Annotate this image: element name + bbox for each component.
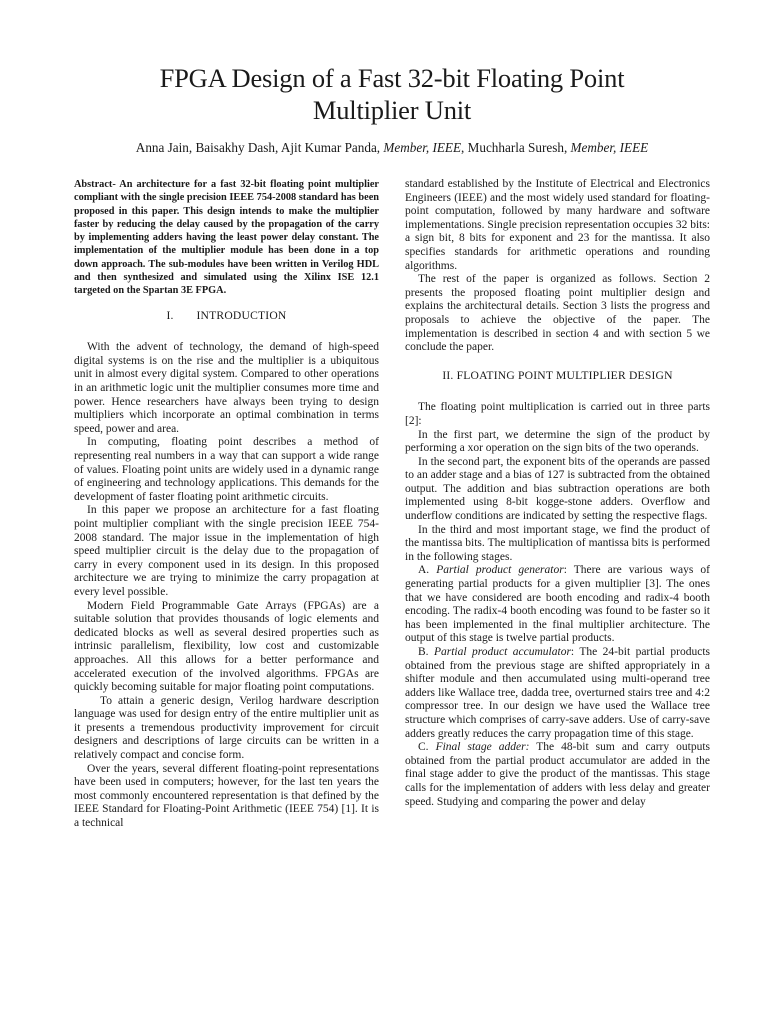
right-column [405, 178, 710, 831]
section-number: I. [166, 308, 174, 322]
left-column [74, 178, 379, 831]
author-separator: , Muchharla Suresh, [461, 140, 571, 155]
item-text: : There are various ways of generating partial products for a given multiplier [3]. The ones that we have considered are booth encoding and radix-4 booth encoding. The radix-4 booth encoding was found to be faster so it has been implemented in the final multiplier architecture. The output of this stage is twelve partial products. [405, 564, 710, 645]
item-label: C. [418, 741, 436, 754]
paper-title: FPGA Design of a Fast 32-bit Floating Point Multiplier Unit [159, 63, 625, 125]
item-label: A. [418, 564, 437, 577]
item-text: : The 24-bit partial products obtained from the previous stage are shifted appropriately in a shifter module and then accumulated using multi-operand tree adders like Wallace tree, dadda tree, overturned stairs tree and 4:2 compressor tree. In our design we have used the Wallace tree structure which comprises of carry-save adders. Use of carry-save adders greatly reduces the carry propagation time of this stage. [405, 646, 710, 740]
paragraph: Modern Field Programmable Gate Arrays (FPGAs) are a suitable solution that provides thousands of logic elements and dedicated blocks as well as several desired properties such as intrinsic parallelism, flexibility, low cost and customizable approaches. All this allows for a better performance and accelerated execution of the involved algorithms. FPGAs are quickly becoming suitable for major floating point computations. [74, 599, 379, 694]
paragraph: In computing, floating point describes a method of representing real numbers in a way that can support a wide range of values. Floating point units are widely used in a dynamic range of engineering and technology applications. This demands for the development of faster floating point arithmetic circuits. [74, 436, 379, 503]
section-heading-introduction [74, 309, 379, 323]
two-column-body [74, 178, 710, 831]
paragraph: In the third and most important stage, we find the product of the mantissa bits. The multiplication of mantissa bits is performed in the following stages. [405, 523, 710, 563]
item-term: Partial product accumulator [433, 646, 571, 658]
author-names: Anna Jain, Baisakhy Dash, Ajit Kumar Panda, [135, 140, 384, 155]
paragraph: To attain a generic design, Verilog hardware description language was used for design entry of the entire multiplier unit as it presents a tremendous productivity improvement for circuit designers and descriptions of large circuits can be written in a relatively compact and concise form. [74, 694, 379, 762]
paragraph: In this paper we propose an architecture for a fast floating point multiplier compliant with the single precision IEEE 754-2008 standard. The major issue in the implementation of high speed multiplier circuit is the delay due to the propagation of carry in every component used in its design. In this proposed architecture we are trying to minimize the carry propagation at every level possible. [74, 504, 379, 598]
paragraph: Over the years, several different floating-point representations have been used in computers; however, for the last ten years the most commonly encountered representation is that defined by the IEEE Standard for Floating-Point Arithmetic (IEEE 754) [1]. It is a technical [74, 762, 379, 830]
author-membership-2: Member, IEEE [570, 140, 649, 155]
paragraph: The floating point multiplication is carried out in three parts [2]: [405, 401, 710, 427]
item-term: Partial product generator [436, 564, 564, 577]
paragraph: In the first part, we determine the sign of the product by performing a xor operation on the sign bits of the two operands. [405, 428, 710, 455]
subsection-final-stage-adder [405, 741, 710, 809]
abstract: Abstract- An architecture for a fast 32-bit floating point multiplier compliant with the single precision IEEE 754-2008 standard has been proposed in this paper. This design intends to make the multiplier faster by reducing the delay caused by the propagation of the carry by implementing adders having the least power delay constant. The implementation of the multiplier module has been done in a top down approach. The sub-modules have been written in Verilog HDL and then synthesized and simulated using the Xilinx ISE 12.1 targeted on the Spartan 3E FPGA. [74, 179, 379, 297]
subsection-partial-product-generator [405, 564, 710, 646]
item-term: Final stage adder: [435, 741, 530, 754]
author-membership-1: Member, IEEE [383, 140, 462, 155]
section-title: INTRODUCTION [196, 308, 287, 322]
item-text: The 48-bit sum and carry outputs obtained from the partial product accumulator are added in the final stage adder to give the product of the mantissas. This stage calls for the implementation of adders with less delay and greater speed. Studying and comparing the power and delay [405, 741, 710, 808]
paragraph: standard established by the Institute of Electrical and Electronics Engineers (IEEE) and the most widely used standard for floating-point computation, followed by many hardware and software implementations. Single precision representation occupies 32 bits: a sign bit, 8 bits for exponent and 23 for the mantissa. It also specifies standards for arithmetic operations and rounding algorithms. [405, 178, 711, 272]
paragraph: The rest of the paper is organized as follows. Section 2 presents the proposed floating point multiplier design and explains the architectural details. Section 3 lists the progress and proposals to achieve the objective of the paper. The implementation is described in section 4 and with section 5 we conclude the paper. [405, 273, 710, 354]
author-line [74, 140, 710, 156]
item-label: B. [418, 646, 434, 658]
subsection-partial-product-accumulator [405, 646, 710, 741]
paragraph: With the advent of technology, the demand of high-speed digital systems is on the rise and the multiplier is a ubiquitous unit in almost every digital system. Compared to other operations in an arithmetic logic unit the multiplier consumes more time and power. Hence researchers have always been trying to design multipliers which incorporate an optimal combination in terms speed, power and area. [74, 341, 379, 435]
section-heading-multiplier-design: II. FLOATING POINT MULTIPLIER DESIGN [442, 368, 673, 382]
paragraph: In the second part, the exponent bits of the operands are passed to an adder stage and a bias of 127 is subtracted from the obtained output. The addition and bias subtraction operations are both implemented using 8-bit kogge-stone adders. Overflow and underflow conditions are indicated by setting the respective flags. [405, 455, 710, 523]
